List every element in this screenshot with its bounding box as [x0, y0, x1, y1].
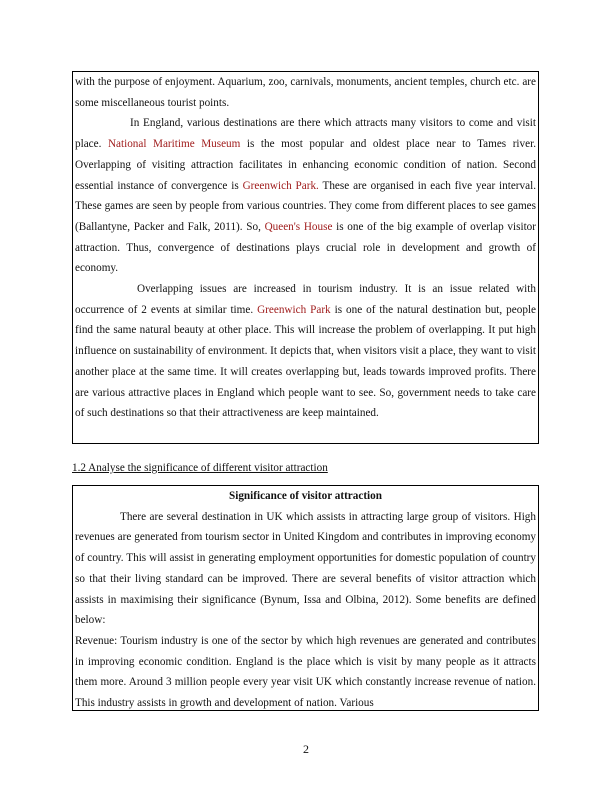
- paragraph-england-destinations: In England, various destinations are there which attracts many visitors to come and visit place. National Maritime Museum is the most popular and oldest place near to Tames river. Overlapping of visiting attraction facilitates in enhancing economic condition of nation. Second essential instance of convergence is Greenwich Park. These are organised in each five year interval. These games are seen by people from various countries. They come from different places to see games (Ballantyne, Packer and Falk, 2011). So, Queen's House is one of the big example of overlap visitor attraction. Thus, convergence of destinations plays crucial role in development and growth of economy.: [75, 117, 537, 275]
- box-title: Significance of visitor attraction: [229, 490, 382, 502]
- section-heading: 1.2 Analyse the significance of different visitor attraction: [72, 462, 328, 474]
- page-number: 2: [303, 742, 309, 756]
- paragraph-significance: There are several destination in UK which assists in attracting large group of visitors. High revenues are generated from tourism sector in United Kingdom and contributes in improving economy of country. This will assist in generating employment opportunities for domestic population of country so that their living standard can be improved. There are several benefits of visitor attraction which assists in maximising their significance (Bynum, Issa and Olbina, 2012). Some benefits are defined below:: [75, 510, 536, 627]
- link-greenwich-park[interactable]: Greenwich Park.: [242, 179, 319, 192]
- text-box-significance: [72, 485, 539, 711]
- text-box-overlap: [72, 71, 539, 444]
- paragraph-overlapping-issues: Overlapping issues are increased in tourism industry. It is an issue related with occurrence of 2 events at similar time. Greenwich Park is one of the natural destination but, people find the same natural beauty at other place. This will increase the problem of overlapping. It put high influence on sustainability of environment. It depicts that, when visitors visit a place, they want to visit another place at the same time. It will creates overlapping but, leads towards improved profits. There are various attractive places in England which people want to see. So, government needs to take care of such destinations so that their attractiveness are keep maintained.: [75, 283, 536, 420]
- paragraph-intro: with the purpose of enjoyment. Aquarium, zoo, carnivals, monuments, ancient temples, church etc. are some miscellaneous tourist points.: [75, 76, 536, 109]
- link-greenwich-park-2[interactable]: Greenwich Park: [257, 303, 331, 316]
- link-national-maritime-museum[interactable]: National Maritime Museum: [107, 138, 241, 151]
- link-queens-house[interactable]: Queen's House: [264, 220, 333, 233]
- paragraph-revenue: Revenue: Tourism industry is one of the sector by which high revenues are generated and contributes in improving economic condition. England is the place which is visit by many people as it attracts them more. Around 3 million people every year visit UK which constantly increase revenue of nation. This industry assists in growth and development of nation. Various: [75, 634, 536, 710]
